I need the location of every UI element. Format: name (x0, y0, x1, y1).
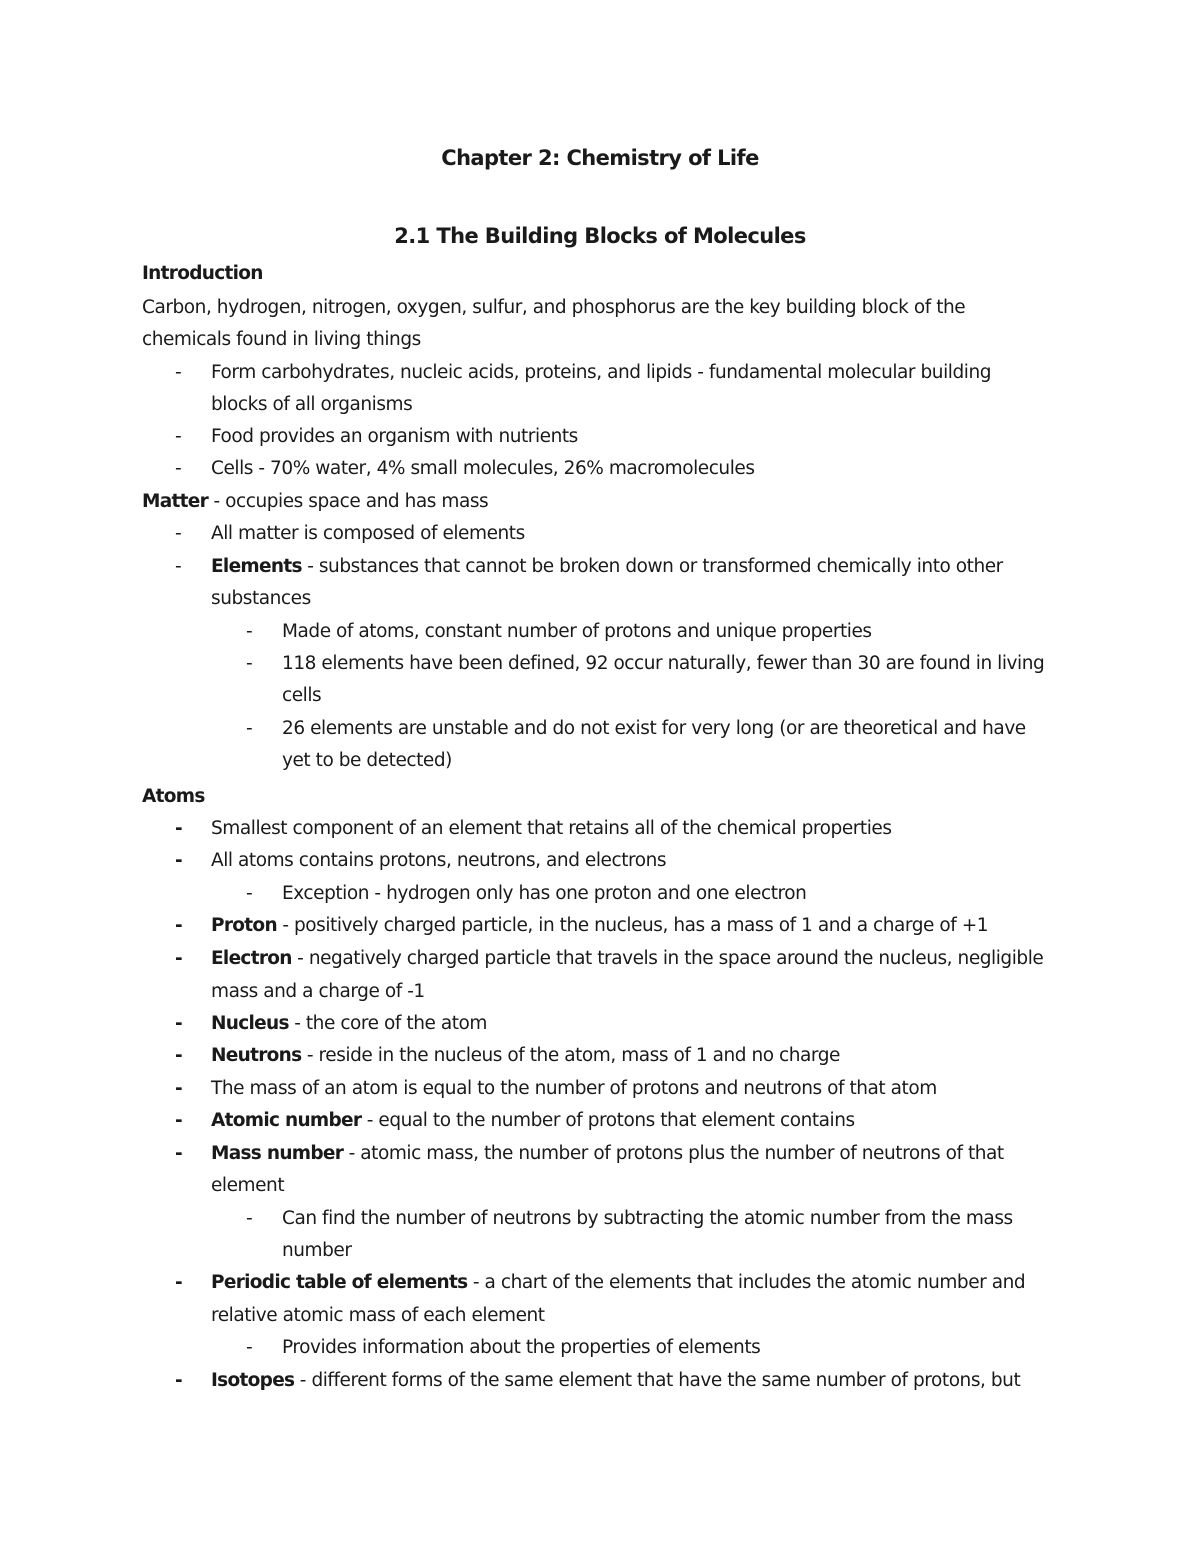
introduction-heading: Introduction (142, 263, 263, 284)
bullet-dash: - (175, 556, 182, 577)
periodic-table-term: Periodic table of elements (211, 1272, 468, 1293)
list-item-continuation: blocks of all organisms (211, 394, 413, 415)
list-item (211, 1109, 855, 1133)
bullet-dash: - (175, 850, 183, 871)
list-item (211, 1369, 1020, 1393)
sub-list-item-continuation: number (282, 1240, 352, 1261)
bullet-dash: - (175, 362, 182, 383)
list-item-continuation: substances (211, 588, 311, 609)
elements-term: Elements (211, 556, 302, 577)
bullet-dash: - (175, 948, 183, 969)
matter-term: Matter (142, 491, 209, 512)
matter-definition (142, 490, 488, 514)
bullet-dash: - (175, 1013, 183, 1034)
list-item-text: - equal to the number of protons that element contains (361, 1110, 855, 1131)
list-item (211, 914, 988, 938)
list-item-text: - a chart of the elements that includes the atomic number and (467, 1272, 1026, 1293)
electron-term: Electron (211, 948, 292, 969)
chapter-title: Chapter 2: Chemistry of Life (441, 146, 759, 170)
list-item: All atoms contains protons, neutrons, and electrons (211, 850, 667, 871)
list-item-text: - substances that cannot be broken down or transformed chemically into other (301, 556, 1003, 577)
bullet-dash: - (175, 915, 183, 936)
list-item: Cells - 70% water, 4% small molecules, 26% macromolecules (211, 458, 755, 479)
list-item-text: - positively charged particle, in the nucleus, has a mass of 1 and a charge of +1 (276, 915, 989, 936)
list-item-text: - negatively charged particle that travels in the space around the nucleus, negligible (291, 948, 1044, 969)
list-item (211, 1012, 487, 1036)
atomic-number-term: Atomic number (211, 1110, 362, 1131)
list-item (211, 1044, 840, 1068)
section-title: 2.1 The Building Blocks of Molecules (394, 224, 806, 248)
sub-list-item: Provides information about the properties of elements (282, 1337, 761, 1358)
isotopes-term: Isotopes (211, 1370, 295, 1391)
sub-bullet-dash: - (246, 1337, 253, 1358)
list-item-text: - reside in the nucleus of the atom, mass of 1 and no charge (301, 1045, 840, 1066)
list-item: Smallest component of an element that retains all of the chemical properties (211, 818, 892, 839)
sub-list-item-continuation: cells (282, 685, 322, 706)
neutrons-term: Neutrons (211, 1045, 302, 1066)
sub-list-item: Can find the number of neutrons by subtracting the atomic number from the mass (282, 1208, 1013, 1229)
bullet-dash: - (175, 1370, 183, 1391)
bullet-dash: - (175, 1110, 183, 1131)
list-item: Form carbohydrates, nucleic acids, proteins, and lipids - fundamental molecular building (211, 362, 992, 383)
list-item (211, 555, 1003, 579)
list-item: All matter is composed of elements (211, 523, 525, 544)
bullet-dash: - (175, 1272, 183, 1293)
nucleus-term: Nucleus (211, 1013, 289, 1034)
sub-list-item: 26 elements are unstable and do not exist for very long (or are theoretical and have (282, 718, 1026, 739)
list-item (211, 1271, 1025, 1295)
list-item-text: - atomic mass, the number of protons plus the number of neutrons of that (343, 1143, 1004, 1164)
sub-bullet-dash: - (246, 718, 253, 739)
bullet-dash: - (175, 818, 183, 839)
atoms-heading: Atoms (142, 786, 205, 807)
list-item-text: - the core of the atom (288, 1013, 487, 1034)
introduction-text-line: chemicals found in living things (142, 329, 421, 350)
list-item-continuation: mass and a charge of -1 (211, 981, 425, 1002)
sub-bullet-dash: - (246, 653, 253, 674)
list-item: The mass of an atom is equal to the number of protons and neutrons of that atom (211, 1078, 937, 1099)
proton-term: Proton (211, 915, 277, 936)
sub-bullet-dash: - (246, 621, 253, 642)
sub-list-item: 118 elements have been defined, 92 occur naturally, fewer than 30 are found in living (282, 653, 1045, 674)
bullet-dash: - (175, 1078, 183, 1099)
list-item (211, 947, 1043, 971)
list-item-text: - different forms of the same element that have the same number of protons, but (294, 1370, 1021, 1391)
list-item (211, 1142, 1004, 1166)
introduction-text-line: Carbon, hydrogen, nitrogen, oxygen, sulfur, and phosphorus are the key building block of the (142, 297, 966, 318)
list-item: Food provides an organism with nutrients (211, 426, 578, 447)
bullet-dash: - (175, 458, 182, 479)
list-item-continuation: element (211, 1175, 285, 1196)
list-item-continuation: relative atomic mass of each element (211, 1305, 545, 1326)
bullet-dash: - (175, 426, 182, 447)
bullet-dash: - (175, 1045, 183, 1066)
matter-definition-text: - occupies space and has mass (208, 491, 489, 512)
bullet-dash: - (175, 523, 182, 544)
sub-bullet-dash: - (246, 883, 253, 904)
bullet-dash: - (175, 1143, 183, 1164)
sub-list-item: Made of atoms, constant number of protons and unique properties (282, 621, 872, 642)
mass-number-term: Mass number (211, 1143, 344, 1164)
sub-list-item: Exception - hydrogen only has one proton and one electron (282, 883, 807, 904)
sub-bullet-dash: - (246, 1208, 253, 1229)
sub-list-item-continuation: yet to be detected) (282, 750, 452, 771)
